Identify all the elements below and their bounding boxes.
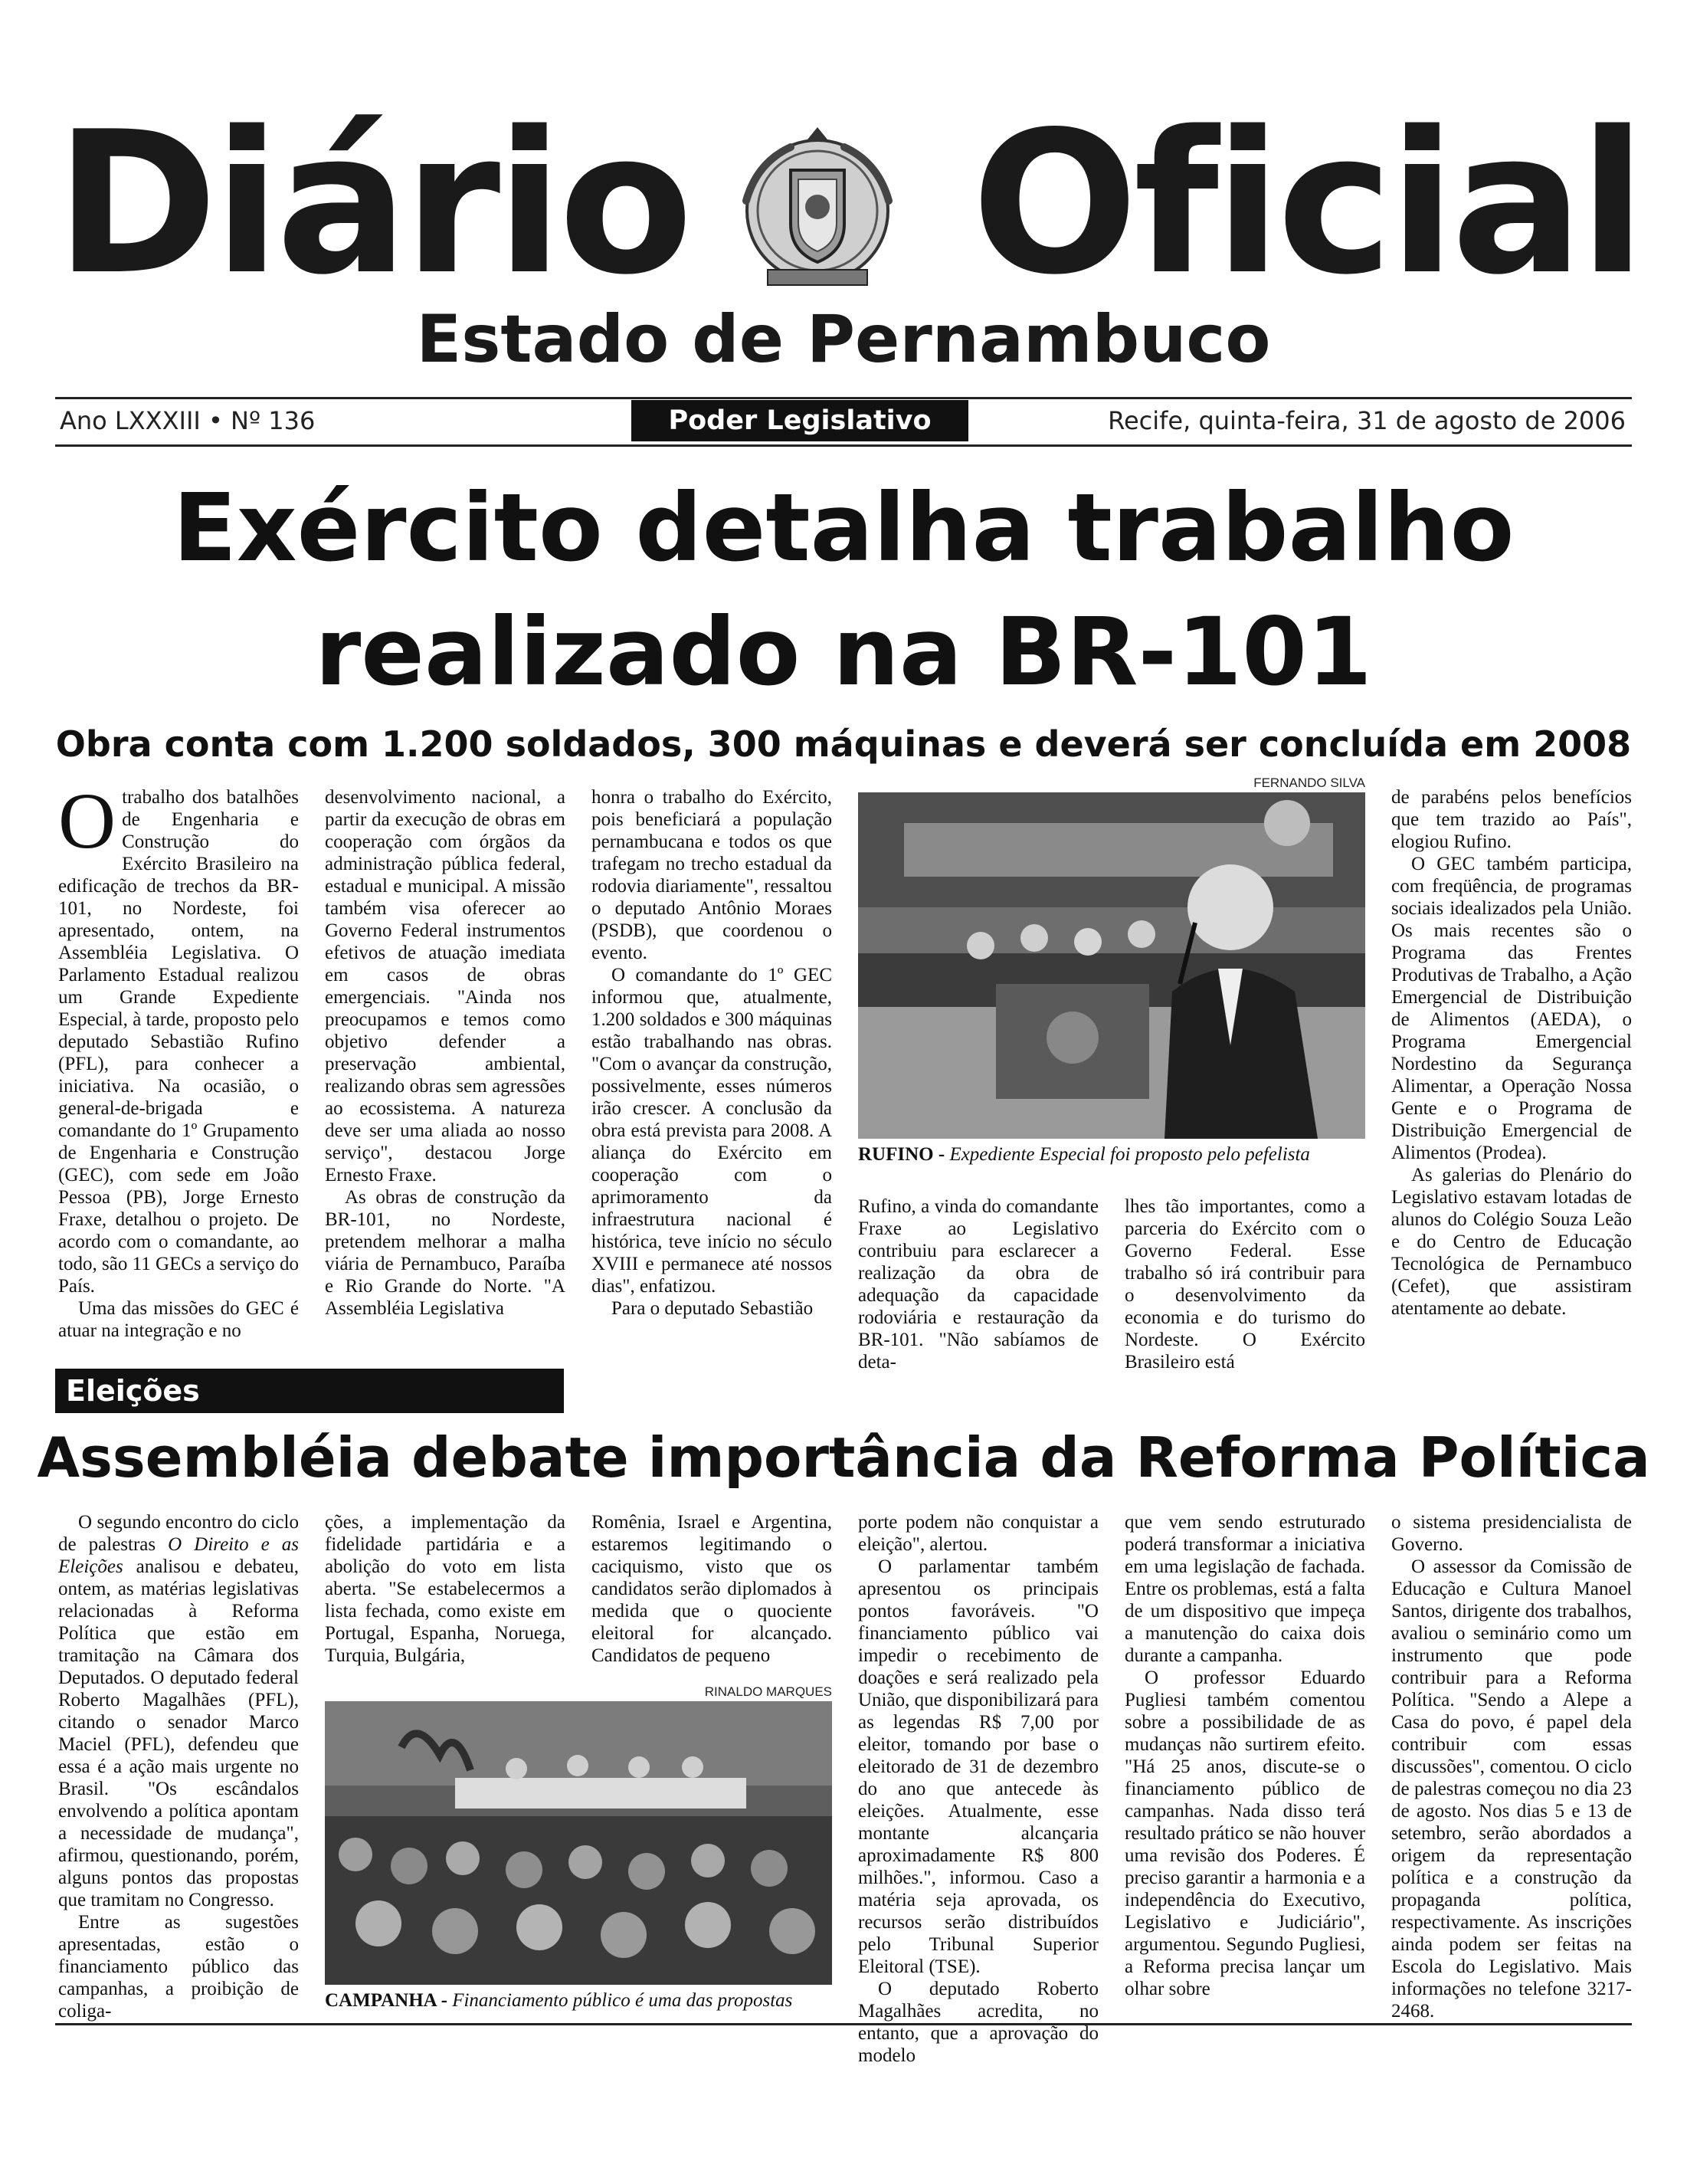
masthead-title-right: Oficial (971, 90, 1642, 318)
coat-of-arms-icon (723, 116, 912, 305)
dropcap: O (58, 777, 116, 865)
story2-col3-p1: Romênia, Israel e Argentina, estaremos legitimando o caciquismo, visto que os candidatos serão diplomados à medida que o quociente eleitoral for alcançado. Candidatos de pequeno (591, 1512, 832, 1666)
story1-column-3 (591, 786, 832, 1320)
story1-column-4 (858, 1195, 1099, 1373)
story2-col1-p1-pre: O segundo encontro do ciclo de palestras (58, 1512, 299, 1555)
story1-col6-p3: As galerias do Plenário do Legislativo estavam lotadas de alunos do Colégio Souza Leão e do Centro de Educação Tecnológica de Pernambuco (Cefet), que assistiram atentamente ao debate. (1391, 1165, 1632, 1319)
photo-campanha (325, 1701, 832, 1985)
story2-column-1 (58, 1511, 299, 2022)
photo2-caption-label: CAMPANHA - (325, 1990, 447, 2011)
story2-col6-p2: O assessor da Comissão de Educação e Cultura Manoel Santos, dirigente dos trabalhos, avaliou o seminário como um instrumento que pode contribuir para a Reforma Política. "Sendo a Alepe a Casa do povo, é papel dela contribuir com essas discussões", comentou. O ciclo de palestras começou no dia 23 de agosto. Nos dias 5 e 13 de setembro, serão abordados a origem da representação política e a construção da propaganda política, respectivamente. As inscrições ainda podem ser feitas na Escola do Legislativo. Mais informações no telefone 3217-2468. (1391, 1556, 1632, 2022)
story1-col1-p2: Uma das missões do GEC é atuar na integração e no (58, 1298, 299, 1341)
story2-column-5 (1125, 1511, 1365, 2000)
photo1-caption-text: Expediente Especial foi proposto pelo pefelista (949, 1144, 1310, 1165)
photo1-caption-label: RUFINO - (858, 1144, 945, 1165)
story2-col5-p2: O professor Eduardo Pugliesi também comentou sobre a possibilidade de as mudanças não surtirem efeito. "Há 25 anos, discute-se o financiamento público de campanhas. Nada disso terá resultado prático se não houver uma revisão dos Poderes. É preciso garantir a harmonia e a independência do Executivo, Legislativo e Judiciário", argumentou. Segundo Pugliesi, a Reforma precisa lançar um olhar sobre (1125, 1668, 1365, 1999)
main-headline-line1: Exército detalha trabalho (172, 474, 1515, 582)
photo2-caption (325, 1989, 792, 2012)
masthead-rule-top (55, 397, 1632, 399)
main-headline-line2: realizado na BR-101 (315, 598, 1372, 707)
edition-number: Ano LXXXIII • Nº 136 (60, 406, 316, 435)
story1-column-6 (1391, 786, 1632, 1320)
story1-col3-p1: honra o trabalho do Exército, pois beneficiará a população pernambucana e todos os que trafegam no trecho estadual da rodovia diariamente", ressaltou o deputado Antônio Moraes (PSDB), que coordenou o evento. (591, 787, 832, 963)
main-deck: Obra conta com 1.200 soldados, 300 máquinas e deverá ser concluída em 2008 (55, 723, 1632, 765)
story1-col3-p3: Para o deputado Sebastião (611, 1298, 814, 1319)
story1-col6-p2: O GEC também participa, com freqüência, de programas sociais idealizados pela União. Os mais recentes são o Programa das Frentes Produtivas de Trabalho, a Ação Emergencial de Distribuição de Alimentos (AEDA), o Programa Emergencial Nordestino da Segurança Alimentar, a Operação Nossa Gente e o Programa de Distribuição Emergencial de Alimentos (Prodea). (1391, 854, 1632, 1163)
story2-column-4 (858, 1511, 1099, 2067)
story1-column-1 (58, 777, 299, 1342)
story1-column-2 (325, 786, 565, 1320)
story2-col1-p2: Entre as sugestões apresentadas, estão o financiamento público das campanhas, a proibição de coliga- (58, 1912, 299, 2022)
dateline: Recife, quinta-feira, 31 de agosto de 2006 (1108, 406, 1626, 435)
story1-col4-p1: Rufino, a vinda do comandante Fraxe ao Legislativo contribuiu para esclarecer a realização da obra de adequação da capacidade rodoviária e restauração da BR-101. "Não sabíamos de deta- (858, 1196, 1099, 1372)
story2-col5-p1: que vem sendo estruturado poderá transformar a iniciativa em uma legislação de fachada. Entre os problemas, está a falta de um dispositivo que impeça a manutenção do caixa dois durante a campanha. (1125, 1512, 1365, 1666)
story1-col2-p1: desenvolvimento nacional, a partir da execução de obras em cooperação com órgãos da administração pública federal, estadual e municipal. A missão também visa oferecer ao Governo Federal instrumentos efetivos de atuação imediata em casos de obras emergenciais. "Ainda nos preocupamos e temos como objetivo defender a preservação ambiental, realizando obras sem agressões ao ecossistema. A natureza deve ser uma aliada ao nosso serviço", destacou Jorge Ernesto Fraxe. (325, 787, 565, 1185)
photo1-caption (858, 1143, 1310, 1166)
story1-col3-p2: O comandante do 1º GEC informou que, atualmente, 1.200 soldados e 300 máquinas estão trabalhando nas obras. "Com o avançar da construção, possivelmente, esses números irão crescer. A conclusão da obra está prevista para 2008. A aliança do Exército em cooperação com o aprimoramento da infraestrutura nacional é histórica, teve início no século XVIII e permanece até nossos dias", enfatizou. (591, 965, 832, 1297)
story1-col5-p1: lhes tão importantes, como a parceria do Exército com o Governo Federal. Esse trabalho só irá contribuir para o desenvolvimento da economia e do turismo do Nordeste. O Exército Brasileiro está (1125, 1196, 1365, 1372)
story1-col6-p1: de parabéns pelos benefícios que tem trazido ao País", elogiou Rufino. (1391, 787, 1632, 852)
main-headline (0, 466, 1687, 714)
story2-col4-p3: O deputado Roberto Magalhães acredita, no entanto, que a aprovação do modelo (858, 1979, 1099, 2066)
story1-col2-p2: As obras de construção da BR-101, no Nordeste, pretendem melhorar a malha viária de Pernambuco, Paraíba e Rio Grande do Norte. "A Assembléia Legislativa (325, 1187, 565, 1319)
page-bottom-rule (55, 2023, 1632, 2025)
photo2-caption-text: Financiamento público é uma das propostas (452, 1990, 793, 2011)
story2-col1-p1-post: analisou e debateu, ontem, as matérias legislativas relacionadas à Reforma Política que estão em tramitação na Câmara dos Deputados. O deputado federal Roberto Magalhães (PFL), citando o senador Marco Maciel (PFL), defendeu que essa é a ação mais urgente no Brasil. "Os escândalos envolvendo a política apontam a necessidade de mudança", afirmou, questionando, porém, alguns pontos das propostas que tramitam no Congresso. (58, 1556, 299, 1910)
story2-column-6 (1391, 1511, 1632, 2022)
section-badge: Poder Legislativo (631, 400, 968, 441)
photo-campanha-image (325, 1701, 832, 1985)
story2-column-2 (325, 1511, 565, 1667)
story2-col4-p1: porte podem não conquistar a eleição", alertou. (858, 1512, 1099, 1555)
masthead-subtitle: Estado de Pernambuco (416, 301, 1271, 378)
section-label-eleicoes: Eleições (66, 1374, 200, 1408)
photo1-credit: FERNANDO SILVA (1253, 776, 1365, 790)
photo-rufino (858, 792, 1365, 1139)
masthead-title-left: Diário (55, 90, 689, 318)
story2-col2-p1: ções, a implementação da fidelidade partidária e a abolição do voto em lista aberta. "Se estabelecermos a lista fechada, como existe em Portugal, Espanha, Noruega, Turquia, Bulgária, (325, 1512, 565, 1666)
photo2-credit: RINALDO MARQUES (704, 1684, 832, 1699)
masthead-rule-bottom (55, 444, 1632, 447)
story1-column-5 (1125, 1195, 1365, 1373)
second-headline: Assembléia debate importância da Reforma Política (37, 1425, 1650, 1490)
story2-col4-p2: O parlamentar também apresentou os principais pontos favoráveis. "O financiamento público vai impedir o recebimento de doações e será realizado pela União, que disponibilizará para as legendas R$ 7,00 por eleitor, tomando por base o eleitorado de 31 de dezembro do ano que antecede às eleições. Atualmente, esse montante alcançaria aproximadamente R$ 800 milhões.", informou. Caso a matéria seja aprovada, os recursos serão distribuídos pelo Tribunal Superior Eleitoral (TSE). (858, 1556, 1099, 1977)
story2-col1-p1-em: O Direito e as Eleições (58, 1534, 299, 1577)
story2-col6-p1: o sistema presidencialista de Governo. (1391, 1512, 1632, 1555)
story2-column-3 (591, 1511, 832, 1667)
story1-col1-p1: trabalho dos batalhões de Engenharia e Construção do Exército Brasileiro na edificação de trechos da BR-101, no Nordeste, foi apresentado, ontem, na Assembléia Legislativa. O Parlamento Estadual realizou um Grande Expediente Especial, à tarde, proposto pelo deputado Sebastião Rufino (PFL), para conhecer a iniciativa. Na ocasião, o general-de-brigada e comandante do 1º Grupamento de Engenharia e Construção (GEC), com sede em João Pessoa (PB), Jorge Ernesto Fraxe, detalhou o projeto. De acordo com o comandante, ao todo, são 11 GECs a serviço do País. (58, 787, 299, 1297)
photo-rufino-image (858, 792, 1365, 1139)
